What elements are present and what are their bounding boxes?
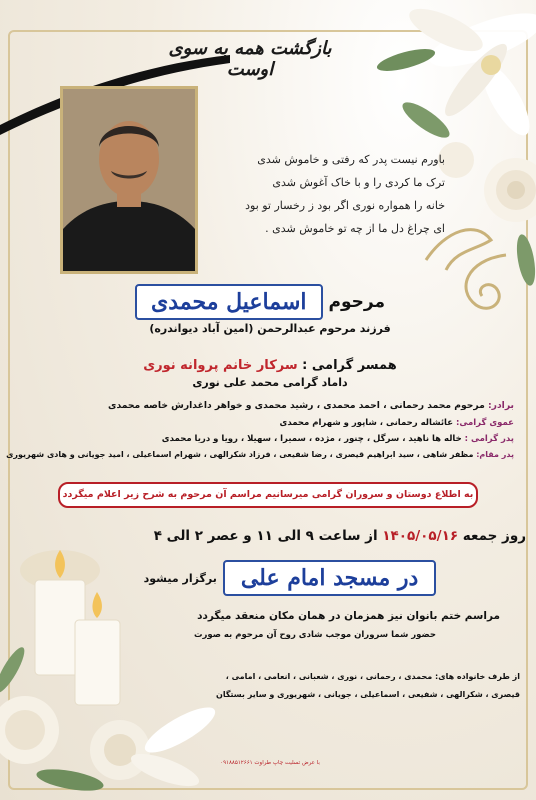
poem-line: باورم نیست پدر که رفتی و خاموش شدی (257, 153, 445, 166)
relative-text: عائشاله رحمانی ، شاپور و شهرام محمدی (279, 418, 454, 428)
ceremony-time: ۹ الی ۱۱ و عصر ۲ الی ۴ (153, 528, 314, 544)
ceremony-time-label: از ساعت (318, 528, 378, 544)
relative-text: مظفر شاهی ، سید ابراهیم قیصری ، رضا شفیعی ، فرزاد شکرالهی ، شهرام اسماعیلی ، امید جویانی و هادی شهریوری (6, 450, 474, 459)
ceremony-date-row (86, 528, 526, 544)
presence-note: حضور شما سروران موجب شادی روح آن مرحوم به صورت (193, 630, 437, 640)
venue-name: در مسجد امام علی (223, 560, 437, 596)
women-ceremony-note: مراسم ختم بانوان نیز همزمان در همان مکان منعقد میگردد (197, 610, 500, 622)
poem-line: ترک ما کردی را و با خاک آغوش شدی (272, 176, 445, 189)
family-line: قیصری ، شکرالهی ، شفیعی ، اسماعیلی ، جویانی ، شهریوری و سایر بستگان (216, 690, 520, 699)
relative-label: پدر گرامی : (464, 434, 514, 444)
deceased-prefix: مرحوم (328, 292, 386, 312)
son-in-law: داماد گرامی محمد علی نوری (192, 376, 348, 389)
relative-row-aunts (18, 434, 514, 444)
deceased-photo (60, 86, 198, 274)
relative-text: مرحوم محمد رحمانی ، احمد محمدی ، رشید محمدی و خواهر داغدارش خاصه محمدی (108, 400, 485, 411)
relative-row-fathers-in-law (6, 450, 514, 459)
deceased-son-of: فرزند مرحوم عبدالرحمن (امین آباد دیواندره) (149, 322, 391, 335)
poem (205, 148, 445, 240)
ceremony-date: ۱۴۰۵/۰۵/۱۶ (382, 528, 459, 544)
relative-text: خاله ها ناهید ، سرگل ، چنور ، مژده ، سمیرا ، سهیلا ، رویا و دریا محمدی (161, 434, 462, 444)
ceremony-day: روز جمعه (462, 528, 526, 544)
relative-label: برادر: (488, 400, 514, 411)
portrait-icon (63, 89, 195, 271)
relative-label: پدر مقام: (476, 450, 514, 459)
venue-held: برگزار میشود (143, 571, 217, 585)
wife-label: همسر گرامی : (302, 358, 397, 373)
announcement-banner: به اطلاع دوستان و سروران گرامی میرسانیم مراسم آن مرحوم به شرح زیر اعلام میگردد (58, 482, 478, 508)
wife-row (100, 358, 440, 373)
family-line: از طرف خانواده های: محمدی ، رحمانی ، نوری ، شعبانی ، انعامی ، امامی ، (225, 672, 520, 681)
relative-row-uncles (18, 418, 514, 428)
relative-label: عموی گرامی: (456, 418, 514, 428)
deceased-name: اسماعیل محمدی (135, 284, 323, 320)
heading-calligraphy: بازگشت همه به سوی اوست (168, 38, 332, 80)
venue-row (120, 560, 460, 596)
relative-row-brothers (18, 400, 514, 411)
deceased-name-row (60, 284, 460, 320)
poem-line: خانه را همواره نوری اگر بود ز رخسار تو بود (245, 199, 445, 212)
candles-and-roses-icon (0, 500, 230, 800)
poem-line: ای چراغ دل ما از چه تو خاموش شدی . (265, 222, 445, 235)
wife-name: سرکار خانم پروانه نوری (143, 358, 298, 373)
print-credit: با عرض تسلیت چاپ طراوت ۰۹۱۸۸۵۱۲۶۶۱ (220, 760, 320, 766)
